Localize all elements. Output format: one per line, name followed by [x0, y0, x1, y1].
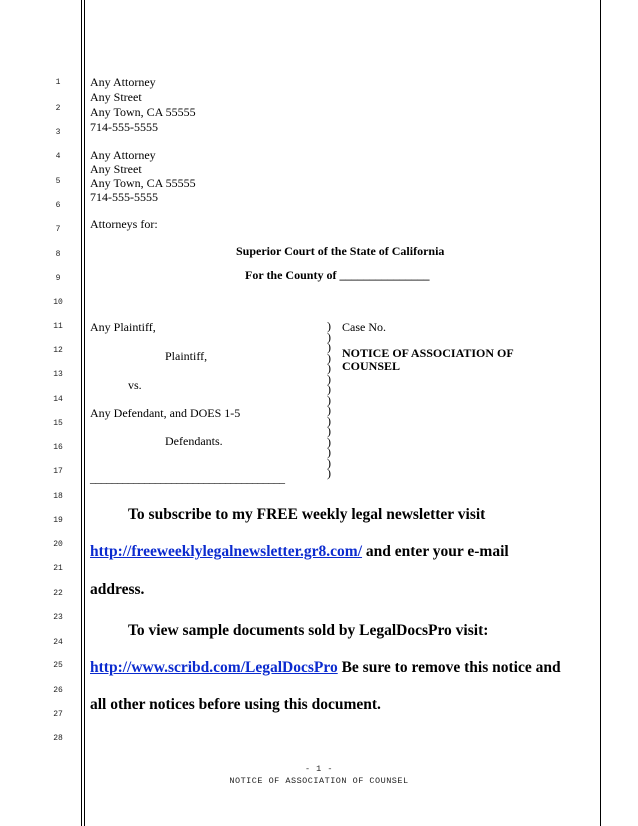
line-number: 25: [53, 661, 63, 670]
margin-rule-right: [600, 0, 601, 826]
line-number: 18: [53, 492, 63, 501]
line-number: 9: [55, 274, 61, 283]
line-number: 7: [55, 225, 61, 234]
page-number: - 1 -: [304, 764, 333, 774]
attorney-1-city: Any Town, CA 55555: [90, 105, 196, 119]
sample-docs-line-2: [90, 658, 561, 678]
line-number: 12: [53, 346, 63, 355]
newsletter-text-rest: and enter your e-mail: [362, 543, 509, 560]
margin-rule-left-2: [84, 0, 85, 826]
court-name: Superior Court of the State of California: [236, 244, 445, 258]
line-number: 23: [53, 613, 63, 622]
line-number: 19: [53, 516, 63, 525]
document-title-line-2: COUNSEL: [342, 359, 401, 373]
sample-docs-text-rest: Be sure to remove this notice and: [337, 659, 561, 676]
attorney-1-phone: 714-555-5555: [90, 120, 158, 134]
versus: vs.: [128, 378, 142, 392]
line-number: 2: [55, 104, 61, 113]
plaintiff-name: Any Plaintiff,: [90, 320, 156, 334]
line-number: 21: [53, 564, 63, 573]
newsletter-line-3: address.: [90, 581, 145, 598]
line-number: 5: [55, 177, 61, 186]
defendant-name: Any Defendant, and DOES 1-5: [90, 406, 241, 420]
line-number: 14: [53, 395, 63, 404]
caption-parentheses: ) ) ) ) ) ) ) ) ) ) ) ) ) ) ): [327, 319, 331, 480]
sample-docs-line-3: all other notices before using this document.: [90, 696, 381, 713]
court-county: For the County of _______________: [245, 268, 430, 282]
attorneys-for: Attorneys for:: [90, 217, 158, 231]
attorney-1-name: Any Attorney: [90, 75, 156, 89]
attorney-2-name: Any Attorney: [90, 148, 156, 162]
footer-title: NOTICE OF ASSOCIATION OF COUNSEL: [229, 776, 409, 786]
line-number: 28: [53, 734, 63, 743]
line-number: 6: [55, 201, 61, 210]
line-number: 13: [53, 370, 63, 379]
line-number: 11: [53, 322, 63, 331]
newsletter-link[interactable]: http://freeweeklylegalnewsletter.gr8.com/: [90, 543, 363, 560]
line-number: 26: [53, 686, 63, 695]
line-number: 20: [53, 540, 63, 549]
line-number: 10: [53, 298, 63, 307]
sample-docs-text: To view sample documents sold by LegalDocsPro visit:: [128, 622, 489, 639]
attorney-2-street: Any Street: [90, 162, 142, 176]
line-number: 27: [53, 710, 63, 719]
defendant-role: Defendants.: [165, 434, 223, 448]
attorney-1-street: Any Street: [90, 90, 142, 104]
plaintiff-role: Plaintiff,: [165, 349, 208, 363]
line-number: 15: [53, 419, 63, 428]
line-number: 3: [55, 128, 61, 137]
line-number: 1: [55, 78, 61, 87]
line-number: 4: [55, 152, 61, 161]
scribd-link[interactable]: http://www.scribd.com/LegalDocsPro: [90, 659, 338, 676]
newsletter-text: To subscribe to my FREE weekly legal newsletter visit: [128, 506, 486, 523]
line-number: 24: [53, 638, 63, 647]
line-number: 8: [55, 250, 61, 259]
document-title-line-1: NOTICE OF ASSOCIATION OF: [342, 346, 514, 360]
margin-rule-left-1: [81, 0, 82, 826]
line-number: 16: [53, 443, 63, 452]
newsletter-line-2: [90, 542, 509, 562]
caption-underline: ____________________________________: [90, 471, 285, 485]
case-number-label: Case No.: [342, 320, 386, 334]
line-number: 22: [53, 589, 63, 598]
attorney-2-city: Any Town, CA 55555: [90, 176, 196, 190]
line-number: 17: [53, 467, 63, 476]
attorney-2-phone: 714-555-5555: [90, 190, 158, 204]
